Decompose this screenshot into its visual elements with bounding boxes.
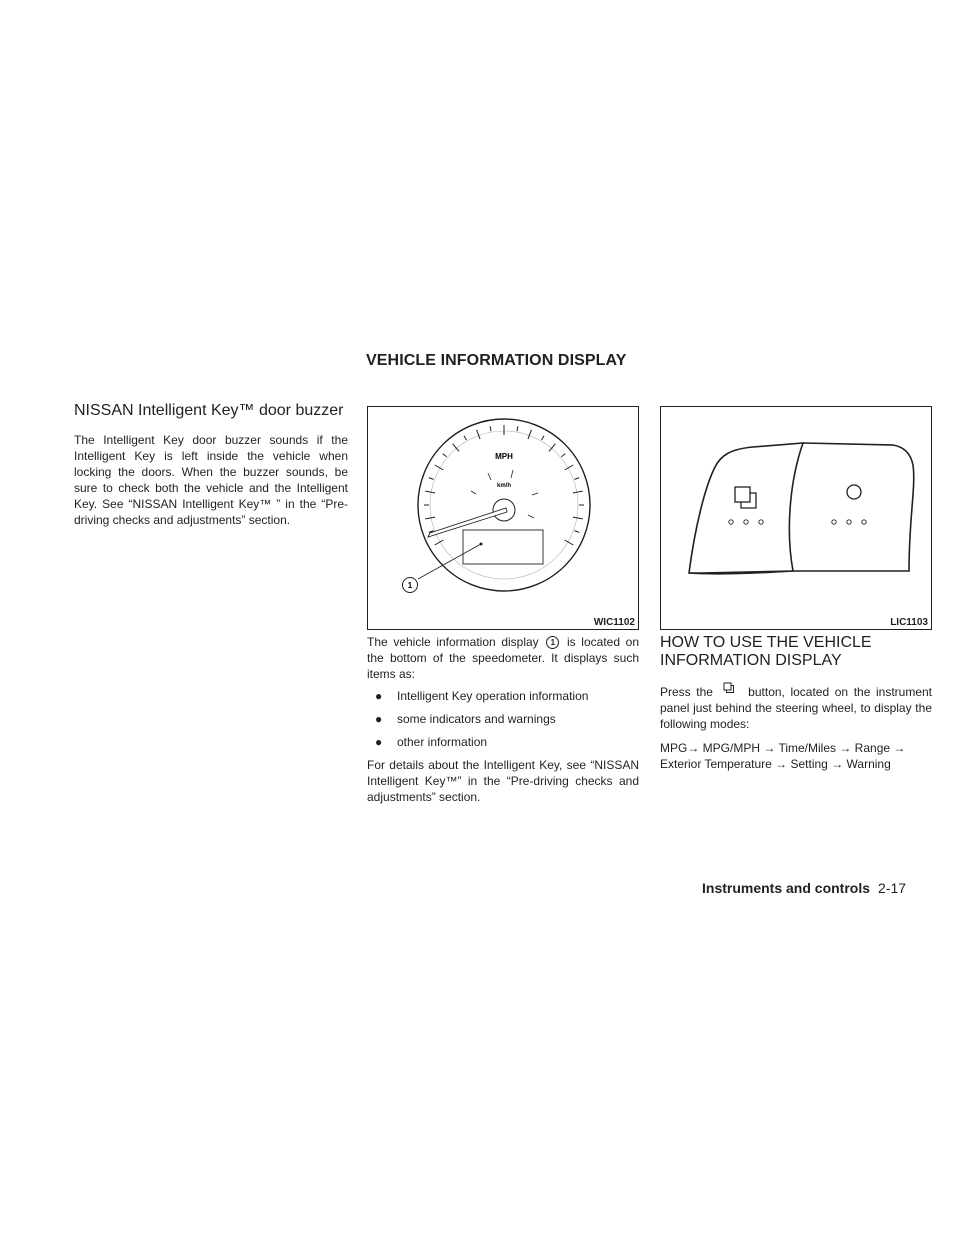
bullet-icon: ● — [375, 689, 383, 703]
round-button-icon — [847, 485, 861, 499]
callout-1-label: 1 — [407, 581, 413, 590]
speedometer-tick — [443, 454, 447, 457]
speedometer-tick — [574, 531, 579, 533]
speedometer-tick — [464, 436, 467, 440]
list-item — [375, 688, 639, 704]
column-middle — [367, 634, 639, 805]
speedometer-tick — [573, 491, 583, 493]
bullet-icon: ● — [375, 712, 383, 726]
door-buzzer-paragraph: The Intelligent Key door buzzer sounds if the Intelligent Key is left inside the vehicle when locking the doors. When the buzzer sounds, be sure to check both the vehicle and the Intelligent Key. See “NISSAN Intelligent Key™ ” in the “Pre-driving checks and adjustments” section. — [74, 433, 348, 527]
display-mode-icon — [735, 487, 756, 508]
mph-label: MPH — [495, 452, 513, 461]
subsection-heading-how-to-use: HOW TO USE THE VEHICLE INFORMATION DISPLAY — [660, 634, 872, 669]
display-buttons-figure — [660, 406, 932, 630]
press-button-paragraph — [660, 682, 932, 732]
bullet-icon: ● — [375, 735, 383, 749]
list-item — [375, 711, 639, 727]
speedometer-tick — [453, 444, 459, 452]
speedometer-tick — [549, 444, 555, 452]
speedometer-tick — [425, 517, 435, 519]
page-number: 2-17 — [878, 880, 907, 896]
list-item — [375, 734, 639, 750]
speedometer-tick — [528, 430, 531, 439]
speedometer-tick — [477, 430, 480, 439]
speedometer-tick — [574, 478, 579, 480]
list-item-text: some indicators and warnings — [397, 712, 556, 726]
speedometer-tick — [542, 436, 545, 440]
speedometer-tick — [561, 454, 565, 457]
figure-code-wic1102: WIC1102 — [593, 617, 635, 628]
list-item-text: other information — [397, 735, 488, 749]
speedometer-tick — [517, 426, 518, 431]
speedometer-tick — [573, 517, 583, 519]
column-right — [660, 634, 932, 772]
display-items-list — [367, 688, 639, 750]
intro-text-before: The vehicle information display — [367, 635, 539, 649]
speedometer-figure — [367, 406, 639, 630]
figure-code-lic1103: LIC1103 — [890, 617, 928, 628]
speedometer-tick — [490, 426, 491, 431]
press-text-before: Press the — [660, 685, 713, 699]
modes-sequence: MPG→ MPG/MPH → Time/Miles → Range → Exterior Temperature → Setting → Warning — [660, 741, 906, 771]
display-intro-paragraph — [367, 634, 639, 682]
speedometer-tick — [425, 491, 435, 493]
section-title: VEHICLE INFORMATION DISPLAY — [366, 352, 627, 369]
kmh-label: km/h — [496, 483, 512, 489]
intro-text-after: is located on the bottom of the speedometer. It displays such items as: — [367, 635, 639, 681]
display-button-icon — [723, 682, 735, 694]
press-text-after: button, located on the instrument panel just behind the steering wheel, to display the following modes: — [660, 685, 932, 731]
footer-section-name: Instruments and controls — [702, 880, 871, 896]
intelligent-key-reference-paragraph: For details about the Intelligent Key, see “NISSAN Intelligent Key™” in the “Pre-driving checks and adjustments” section. — [367, 758, 639, 804]
speedometer-illustration — [368, 407, 640, 631]
callout-1-marker: 1 — [546, 636, 559, 649]
speedometer-tick — [429, 478, 434, 480]
column-left — [74, 402, 348, 528]
subsection-heading-door-buzzer: NISSAN Intelligent Key™ door buzzer — [74, 402, 344, 419]
display-buttons-illustration — [661, 407, 933, 631]
page-footer — [702, 880, 906, 896]
list-item-text: Intelligent Key operation information — [397, 689, 589, 703]
